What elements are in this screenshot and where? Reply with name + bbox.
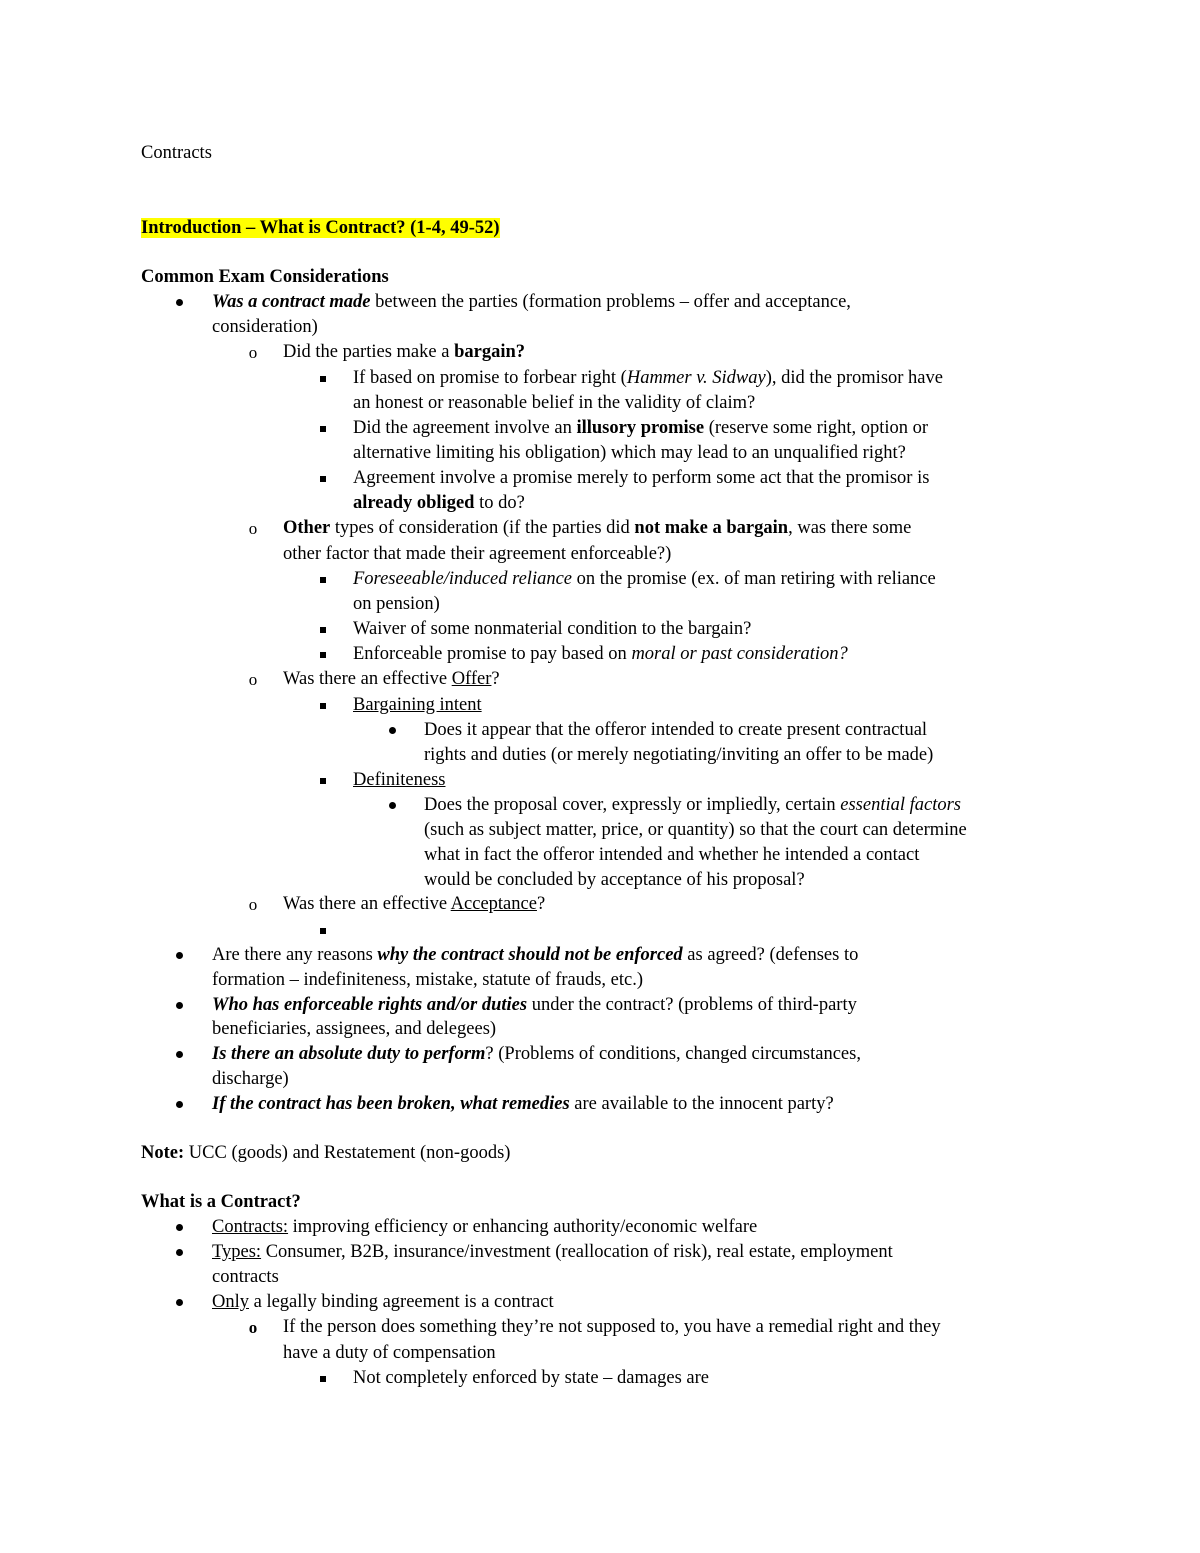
list-item-cont: alternative limiting his obligation) which may lead to an unqualified right? <box>353 443 906 463</box>
circle-bullet-icon: o <box>248 895 258 914</box>
list-item-cont: an honest or reasonable belief in the validity of claim? <box>353 393 756 413</box>
list-item-cont: (such as subject matter, price, or quantity) so that the court can determine <box>424 820 967 840</box>
exam-heading: Common Exam Considerations <box>141 267 389 287</box>
list-item: Does the proposal cover, expressly or impliedly, certain essential factors <box>424 795 962 815</box>
intro-heading <box>141 216 500 241</box>
list-item: Other types of consideration (if the parties did not make a bargain, was there some <box>283 518 912 538</box>
list-item: Was there an effective Offer? <box>283 669 500 689</box>
square-bullet-icon <box>316 918 330 943</box>
square-bullet-icon <box>316 466 330 491</box>
list-item-cont: have a duty of compensation <box>283 1343 496 1363</box>
square-bullet-icon <box>316 416 330 441</box>
list-item: Waiver of some nonmaterial condition to the bargain? <box>353 619 752 639</box>
list-item: Not completely enforced by state – damages are <box>353 1368 709 1388</box>
square-bullet-icon <box>316 693 330 718</box>
bullet-icon <box>172 943 186 968</box>
bullet-icon <box>385 793 399 818</box>
circle-bullet-icon: o <box>248 519 258 538</box>
circle-bullet-icon: o <box>248 670 258 689</box>
bullet-icon <box>172 1092 186 1117</box>
list-item: Only a legally binding agreement is a contract <box>212 1292 554 1312</box>
list-item-cont: would be concluded by acceptance of his proposal? <box>424 870 805 890</box>
list-item-cont: contracts <box>212 1267 279 1287</box>
list-item: Bargaining intent <box>353 695 482 715</box>
list-item: Is there an absolute duty to perform? (Problems of conditions, changed circumstances, <box>212 1044 861 1064</box>
bullet-icon <box>172 1240 186 1265</box>
note-line: Note: UCC (goods) and Restatement (non-goods) <box>141 1143 511 1163</box>
list-item: Was a contract made between the parties (formation problems – offer and acceptance, <box>212 292 851 312</box>
list-item: Agreement involve a promise merely to perform some act that the promisor is <box>353 468 930 488</box>
list-item: Are there any reasons why the contract should not be enforced as agreed? (defenses to <box>212 945 859 965</box>
square-bullet-icon <box>316 366 330 391</box>
what-heading: What is a Contract? <box>141 1192 301 1212</box>
square-bullet-icon <box>316 642 330 667</box>
bullet-icon <box>172 290 186 315</box>
list-item: Was there an effective Acceptance? <box>283 894 546 914</box>
circle-bullet-icon: o <box>248 1318 258 1337</box>
square-bullet-icon <box>316 617 330 642</box>
square-bullet-icon <box>316 567 330 592</box>
bullet-icon <box>385 718 399 743</box>
bullet-icon <box>172 1042 186 1067</box>
list-item: Did the parties make a bargain? <box>283 342 525 362</box>
list-item: Foreseeable/induced reliance on the promise (ex. of man retiring with reliance <box>353 569 936 589</box>
list-item-cont: formation – indefiniteness, mistake, statute of frauds, etc.) <box>212 970 644 990</box>
list-item: If the person does something they’re not supposed to, you have a remedial right and they <box>283 1317 941 1337</box>
list-item-cont: what in fact the offeror intended and whether he intended a contact <box>424 845 920 865</box>
list-item: Did the agreement involve an illusory promise (reserve some right, option or <box>353 418 929 438</box>
circle-bullet-icon: o <box>248 343 258 362</box>
list-item: Types: Consumer, B2B, insurance/investment (reallocation of risk), real estate, employment <box>212 1242 893 1262</box>
list-item: If based on promise to forbear right (Hammer v. Sidway), did the promisor have <box>353 368 943 388</box>
list-item-cont: already obliged to do? <box>353 493 525 513</box>
bullet-icon <box>172 1215 186 1240</box>
list-item-cont: consideration) <box>212 317 318 337</box>
list-item: Does it appear that the offeror intended to create present contractual <box>424 720 928 740</box>
list-item: If the contract has been broken, what remedies are available to the innocent party? <box>212 1094 834 1114</box>
highlighted-heading: Introduction – What is Contract? (1-4, 49-52) <box>141 218 500 238</box>
list-item: Enforceable promise to pay based on moral or past consideration? <box>353 644 848 664</box>
list-item: Contracts: improving efficiency or enhancing authority/economic welfare <box>212 1217 758 1237</box>
list-item: Definiteness <box>353 770 446 790</box>
list-item: Who has enforceable rights and/or duties under the contract? (problems of third-party <box>212 995 857 1015</box>
square-bullet-icon <box>316 768 330 793</box>
list-item-cont: discharge) <box>212 1069 289 1089</box>
list-item-cont: on pension) <box>353 594 440 614</box>
list-item-cont: rights and duties (or merely negotiating/inviting an offer to be made) <box>424 745 934 765</box>
list-item-cont: beneficiaries, assignees, and delegees) <box>212 1019 497 1039</box>
doc-title: Contracts <box>141 143 212 163</box>
square-bullet-icon <box>316 1366 330 1391</box>
bullet-icon <box>172 1290 186 1315</box>
bullet-icon <box>172 993 186 1018</box>
list-item-cont: other factor that made their agreement enforceable?) <box>283 544 672 564</box>
